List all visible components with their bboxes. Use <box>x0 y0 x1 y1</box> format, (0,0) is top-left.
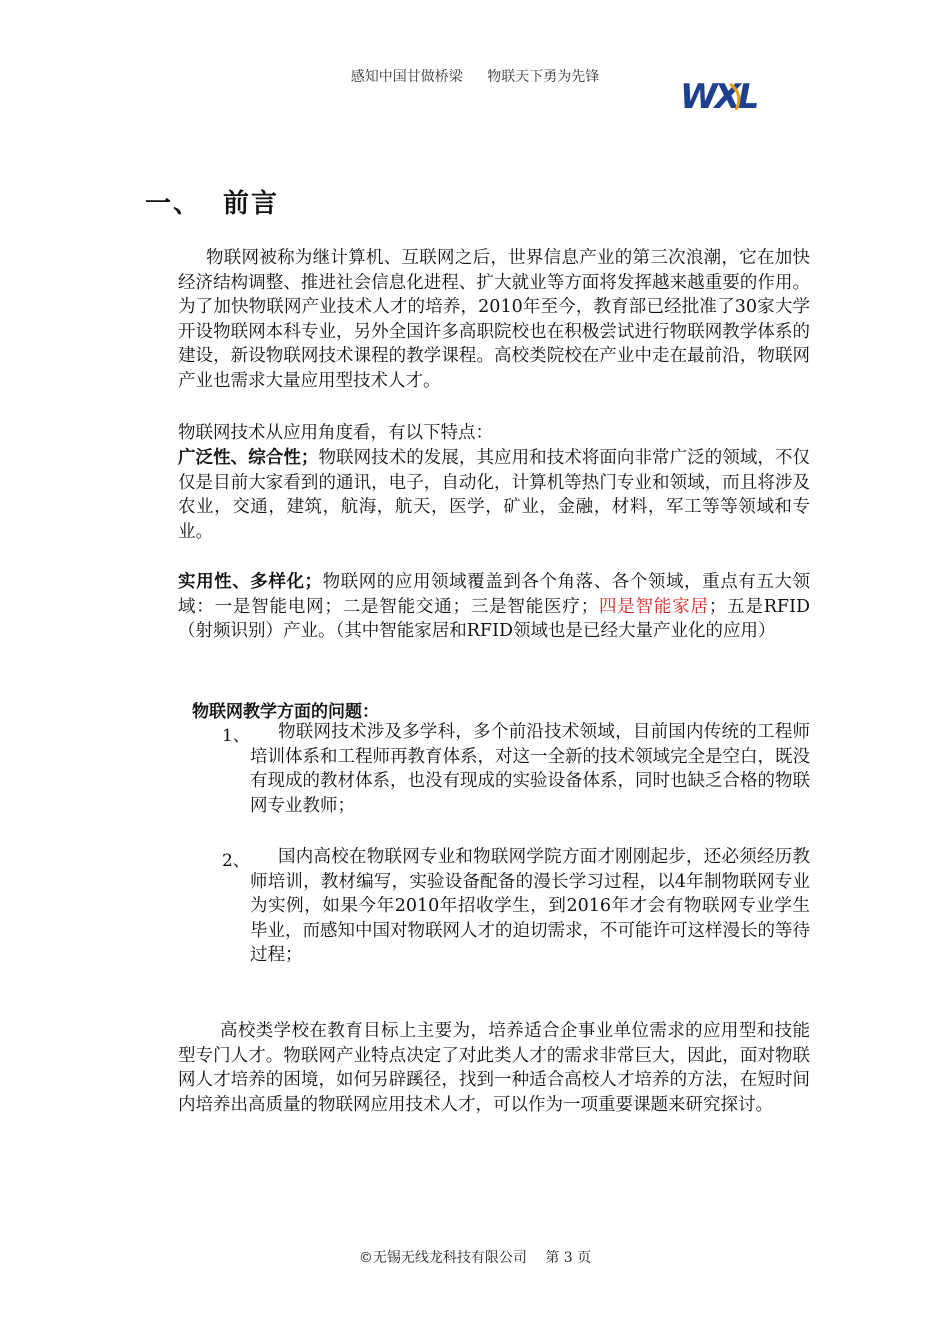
logo-text: WXL <box>680 77 757 116</box>
problem-1-number: 1、 <box>222 726 250 746</box>
page-footer <box>0 1247 950 1267</box>
slogan-left: 感知中国甘做桥梁 <box>350 69 463 85</box>
feature-breadth <box>178 446 810 544</box>
feature-practical-label: 实用性、多样化； <box>178 572 323 592</box>
conclusion-paragraph: 高校类学校在教育目标上主要为，培养适合企事业单位需求的应用型和技能型专门人才。物联网产业特点决定了对此类人才的需求非常巨大，因此，面对物联网人才培养的困境，如何另辟蹊径，找到一种适合高校人才培养的方法，在短时间内培养出高质量的物联网应用技术人才，可以作为一项重要课题来研究探讨。 <box>178 1021 810 1115</box>
slogan-right: 物联天下勇为先锋 <box>487 69 600 85</box>
header-slogan <box>0 66 950 86</box>
intro-paragraph: 物联网被称为继计算机、互联网之后，世界信息产业的第三次浪潮，它在加快经济结构调整、推进社会信息化进程、扩大就业等方面将发挥越来越重要的作用。为了加快物联网产业技术人才的培养，2010年至今，教育部已经批准了30家大学开设物联网本科专业，另外全国许多高职院校也在积极尝试进行物联网教学体系的建设，新设物联网技术课程的教学课程。高校类院校在产业中走在最前沿，物联网产业也需求大量应用型技术人才。 <box>178 248 810 391</box>
features-intro: 物联网技术从应用角度看，有以下特点： <box>178 423 493 443</box>
feature-practical-highlight: 四是智能家居 <box>598 596 709 617</box>
company-logo <box>678 76 788 116</box>
section-heading <box>145 183 279 220</box>
feature-breadth-label: 广泛性、综合性； <box>178 448 319 468</box>
section-title: 前言 <box>223 189 280 219</box>
footer-copyright: ©无锡无线龙科技有限公司 <box>358 1250 527 1266</box>
problems-title: 物联网教学方面的问题： <box>192 702 379 722</box>
feature-breadth-text: 物联网技术的发展，其应用和技术将面向非常广泛的领域，不仅仅是目前大家看到的通讯，电子，自动化，计算机等热门专业和领域，而且将涉及农业，交通，建筑，航海，航天，医学，矿业，金融，材料，军工等等领域和专业。 <box>178 448 811 542</box>
problem-1-text: 物联网技术涉及多学科，多个前沿技术领域，目前国内传统的工程师培训体系和工程师再教育体系，对这一全新的技术领域完全是空白，既没有现成的教材体系，也没有现成的实验设备体系，同时也缺乏合格的物联网专业教师； <box>250 722 810 816</box>
section-number: 一、 <box>145 189 202 219</box>
feature-practical-text-after: ；五是RFID（射频识别）产业。（其中智能家居和RFID领域也是已经大量产业化的应用） <box>178 596 811 642</box>
feature-practical-text-before: 物联网的应用领域覆盖到各个角落、各个领域，重点有五大领域：一是智能电网；二是智能交通；三是智能医疗； <box>178 572 810 617</box>
problem-2-number: 2、 <box>222 851 250 871</box>
footer-page-number: 第 3 页 <box>545 1250 592 1266</box>
problem-2-text: 国内高校在物联网专业和物联网学院方面才刚刚起步，还必须经历教师培训，教材编写，实验设备配备的漫长学习过程，以4年制物联网专业为实例，如果今年2010年招收学生，到2016年才会有物联网专业学生毕业，而感知中国对物联网人才的迫切需求，不可能许可这样漫长的等待过程； <box>250 847 810 966</box>
feature-practical <box>178 570 810 644</box>
